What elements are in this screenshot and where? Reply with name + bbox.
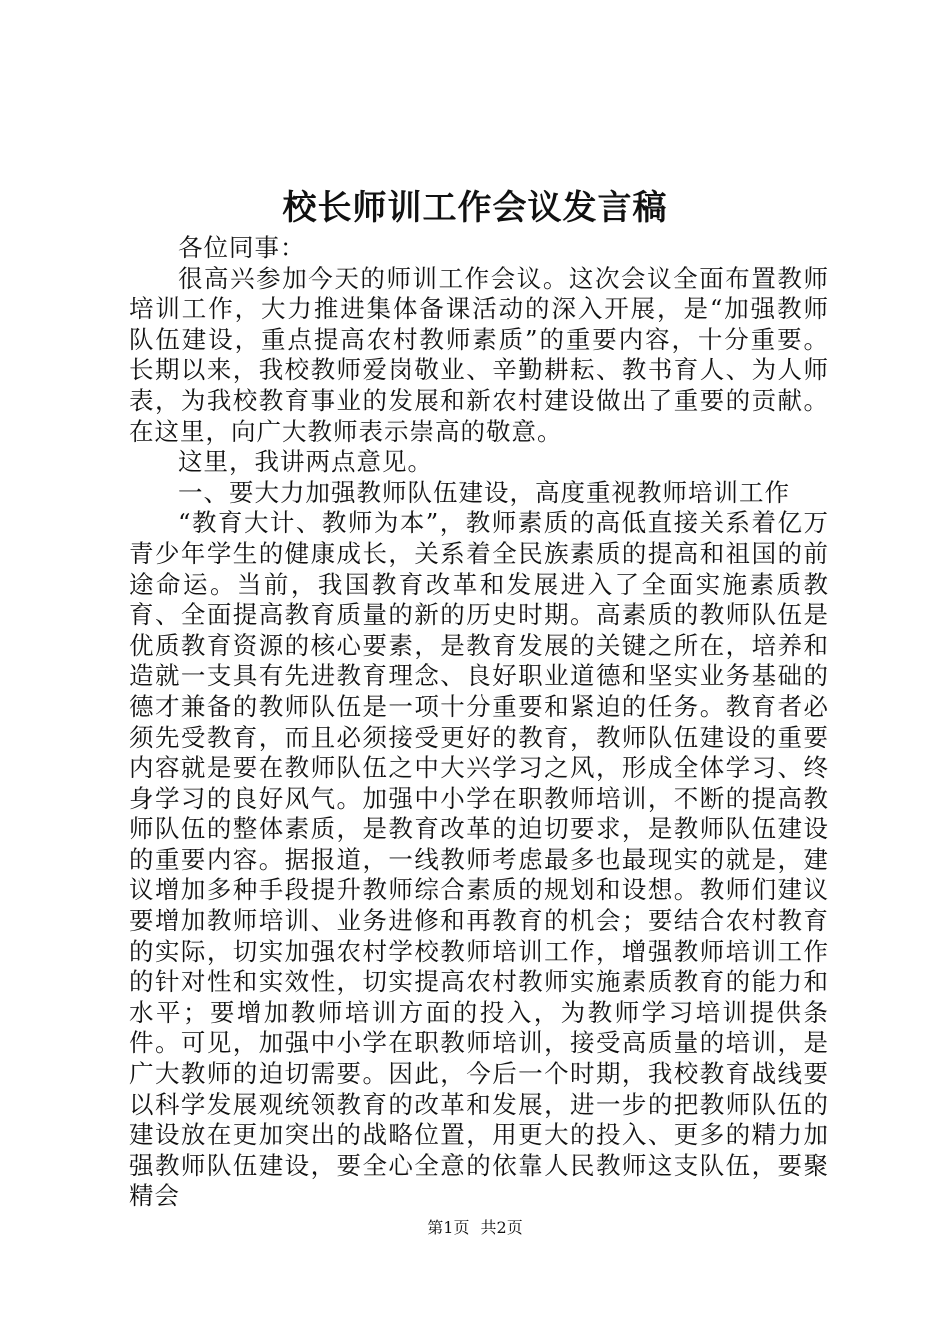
- page-total: 共2页: [480, 1218, 523, 1237]
- document-title: 校长师训工作会议发言稿: [282, 188, 668, 228]
- page-footer: [0, 1217, 950, 1239]
- transition-paragraph: 这里，我讲两点意见。: [178, 447, 433, 477]
- page-number: 第1页: [427, 1218, 470, 1237]
- opening-paragraph: 很高兴参加今天的师训工作会议。这次会议全面布置教师培训工作，大力推进集体备课活动的深入开展，是“加强教师队伍建设，重点提高农村教师素质”的重要内容，十分重要。长期以来，我校教师爱岗敬业、辛勤耕耘、教书育人、为人师表，为我校教育事业的发展和新农村建设做出了重要的贡献。在这里，向广大教师表示崇高的敬意。: [129, 263, 829, 446]
- document-body: [129, 233, 829, 1212]
- section-body-paragraph: “教育大计、教师为本”，教师素质的高低直接关系着亿万青少年学生的健康成长，关系着全民族素质的提高和祖国的前途命运。当前，我国教育改革和发展进入了全面实施素质教育、全面提高教育质量的新的历史时期。高素质的教师队伍是优质教育资源的核心要素，是教育发展的关键之所在，培养和造就一支具有先进教育理念、良好职业道德和坚实业务基础的德才兼备的教师队伍是一项十分重要和紧迫的任务。教育者必须先受教育，而且必须接受更好的教育，教师队伍建设的重要内容就是要在教师队伍之中大兴学习之风，形成全体学习、终身学习的良好风气。加强中小学在职教师培训，不断的提高教师队伍的整体素质，是教育改革的迫切要求，是教师队伍建设的重要内容。据报道，一线教师考虑最多也最现实的就是，建议增加多种手段提升教师综合素质的规划和设想。教师们建议要增加教师培训、业务进修和再教育的机会；要结合农村教育的实际，切实加强农村学校教师培训工作，增强教师培训工作的针对性和实效性，切实提高农村教师实施素质教育的能力和水平；要增加教师培训方面的投入，为教师学习培训提供条件。可见，加强中小学在职教师培训，接受高质量的培训，是广大教师的迫切需要。因此，今后一个时期，我校教育战线要以科学发展观统领教育的改革和发展，进一步的把教师队伍的建设放在更加突出的战略位置，用更大的投入、更多的精力加强教师队伍建设，要全心全意的依靠人民教师这支队伍，要聚精会: [129, 508, 829, 1211]
- section-heading: 一、要大力加强教师队伍建设，高度重视教师培训工作: [178, 477, 790, 507]
- salutation-paragraph: 各位同事：: [178, 233, 306, 262]
